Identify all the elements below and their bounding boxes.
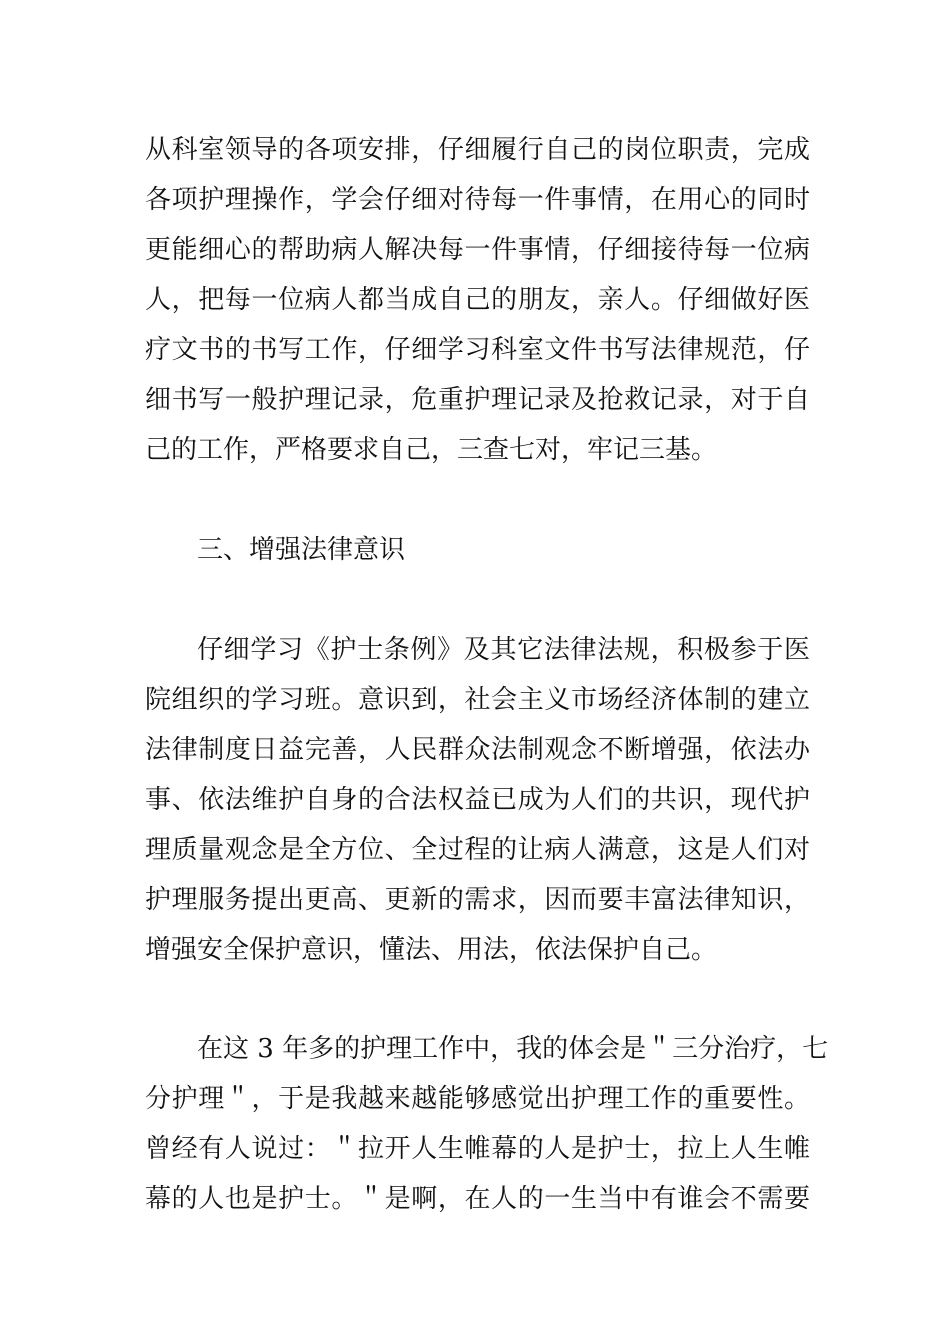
- paragraph-1-line-4: 人，把每一位病人都当成自己的朋友，亲人。仔细做好医: [145, 285, 810, 315]
- paragraph-1-line-2: 各项护理操作，学会仔细对待每一件事情，在用心的同时: [145, 185, 810, 215]
- paragraph-2-line-7: 增强安全保护意识，懂法、用法，依法保护自己。: [145, 935, 718, 965]
- paragraph-1-line-6: 细书写一般护理记录，危重护理记录及抢救记录，对于自: [145, 385, 810, 415]
- paragraph-1-line-1: 从科室领导的各项安排，仔细履行自己的岗位职责，完成: [145, 135, 810, 165]
- paragraph-2-line-6: 护理服务提出更高、更新的需求，因而要丰富法律知识，: [145, 885, 810, 915]
- paragraph-2-line-2: 院组织的学习班。意识到，社会主义市场经济体制的建立: [145, 685, 810, 715]
- paragraph-2-line-1: 仔细学习《护士条例》及其它法律法规，积极参于医: [197, 635, 810, 665]
- paragraph-3-line-4: 幕的人也是护士。＂是啊，在人的一生当中有谁会不需要: [145, 1184, 810, 1214]
- paragraph-1-line-3: 更能细心的帮助病人解决每一件事情，仔细接待每一位病: [145, 235, 810, 265]
- paragraph-3-line-3: 曾经有人说过：＂拉开人生帷幕的人是护士，拉上人生帷: [145, 1134, 810, 1164]
- paragraph-3-line-1: 在这 3 年多的护理工作中，我的体会是＂三分治疗，七: [197, 1034, 829, 1064]
- paragraph-1-line-5: 疗文书的书写工作，仔细学习科室文件书写法律规范，仔: [145, 335, 810, 365]
- paragraph-2-line-5: 理质量观念是全方位、全过程的让病人满意，这是人们对: [145, 835, 810, 865]
- paragraph-3-line-2: 分护理＂，于是我越来越能够感觉出护理工作的重要性。: [145, 1084, 810, 1114]
- paragraph-2-line-3: 法律制度日益完善，人民群众法制观念不断增强，依法办: [145, 735, 810, 765]
- paragraph-2-line-4: 事、依法维护自身的合法权益已成为人们的共识，现代护: [145, 785, 810, 815]
- section-heading: 三、增强法律意识: [197, 535, 406, 565]
- paragraph-1-line-7: 己的工作，严格要求自己，三查七对，牢记三基。: [145, 435, 718, 465]
